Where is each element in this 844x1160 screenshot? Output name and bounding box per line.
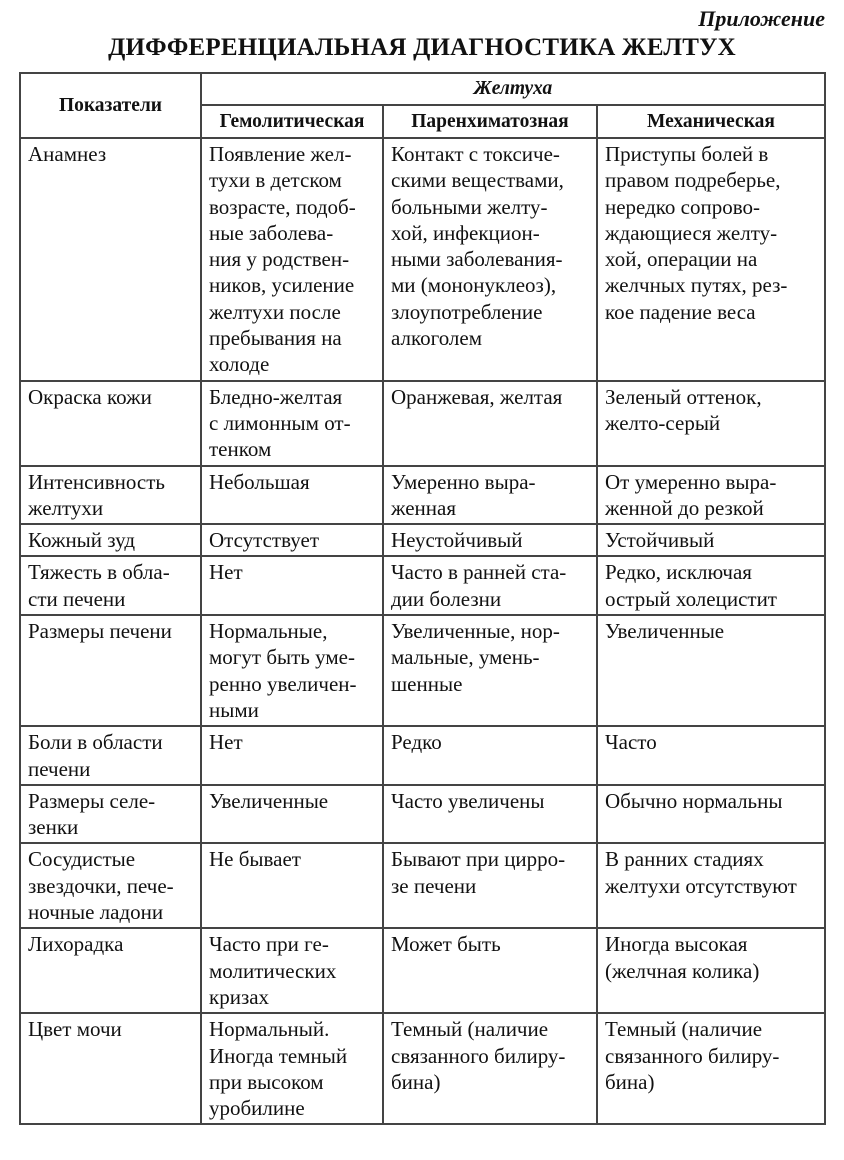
cell-text-line: Окраска кожи bbox=[28, 384, 152, 409]
cell-text-line: хой, инфекцион- bbox=[391, 220, 540, 245]
cell-text-line: кое падение веса bbox=[605, 299, 756, 324]
cell-text-line: могут быть уме- bbox=[209, 645, 355, 670]
cell-text-line: Увеличенные bbox=[209, 788, 329, 813]
cell-text-line: Размеры селе- bbox=[28, 788, 156, 813]
cell-text-line: Часто при ге- bbox=[209, 932, 329, 957]
cell-text-line: ния у родствен- bbox=[209, 247, 350, 272]
cell-mechanical bbox=[597, 726, 825, 785]
cell-parenchymal bbox=[383, 843, 597, 928]
cell-mechanical bbox=[597, 843, 825, 928]
page-title: ДИФФЕРЕНЦИАЛЬНАЯ ДИАГНОСТИКА ЖЕЛТУХ bbox=[108, 34, 736, 61]
cell-text-line: зе печени bbox=[391, 873, 477, 898]
column-header-hemolytic: Гемолитическая bbox=[201, 105, 383, 138]
cell-mechanical bbox=[597, 785, 825, 844]
cell-text-line: зенки bbox=[28, 815, 79, 840]
cell-text-line: ными заболевания- bbox=[391, 247, 563, 272]
table-row bbox=[20, 466, 825, 525]
cell-text-line: (желчная колика) bbox=[605, 958, 760, 983]
cell-text-line: Зеленый оттенок, bbox=[605, 384, 762, 409]
cell-text-line: Часто bbox=[605, 730, 657, 755]
cell-hemolytic bbox=[201, 843, 383, 928]
cell-text-line: хой, операции на bbox=[605, 247, 758, 272]
cell-text-line: мальные, умень- bbox=[391, 645, 540, 670]
cell-text-line: Контакт с токсиче- bbox=[391, 142, 560, 166]
cell-text-line: ждающиеся желту- bbox=[605, 220, 778, 245]
cell-text-line: Боли в области bbox=[28, 730, 163, 755]
cell-text-line: Редко bbox=[391, 730, 442, 755]
indicator-cell bbox=[20, 843, 201, 928]
cell-text-line: Бывают при цирро- bbox=[391, 847, 566, 872]
cell-text-line: ные заболева- bbox=[209, 220, 334, 245]
cell-text-line: пребывания на bbox=[209, 326, 342, 351]
cell-text-line: Устойчивый bbox=[605, 528, 715, 553]
cell-text-line: молитических bbox=[209, 958, 337, 983]
cell-parenchymal bbox=[383, 466, 597, 525]
cell-text-line: Появление жел- bbox=[209, 142, 352, 166]
cell-text-line: шенные bbox=[391, 671, 463, 696]
cell-text-line: Иногда высокая bbox=[605, 932, 748, 957]
cell-text-line: звездочки, пече- bbox=[28, 873, 174, 898]
table-row bbox=[20, 785, 825, 844]
indicator-cell bbox=[20, 615, 201, 726]
cell-mechanical bbox=[597, 138, 825, 381]
table-row bbox=[20, 615, 825, 726]
cell-text-line: Оранжевая, желтая bbox=[391, 384, 563, 409]
cell-text-line: Кожный зуд bbox=[28, 528, 135, 553]
cell-text-line: Интенсивность bbox=[28, 469, 165, 494]
cell-text-line: правом подреберье, bbox=[605, 168, 781, 193]
cell-mechanical bbox=[597, 615, 825, 726]
cell-text-line: Часто увеличены bbox=[391, 788, 545, 813]
cell-mechanical bbox=[597, 524, 825, 556]
cell-hemolytic bbox=[201, 556, 383, 615]
indicator-cell bbox=[20, 928, 201, 1013]
cell-mechanical bbox=[597, 466, 825, 525]
cell-text-line: нередко сопрово- bbox=[605, 194, 760, 219]
cell-parenchymal bbox=[383, 785, 597, 844]
cell-text-line: возрасте, подоб- bbox=[209, 194, 356, 219]
cell-text-line: с лимонным от- bbox=[209, 410, 351, 435]
cell-text-line: Тяжесть в обла- bbox=[28, 560, 170, 585]
cell-text-line: больными желту- bbox=[391, 194, 548, 219]
cell-parenchymal bbox=[383, 381, 597, 466]
cell-text-line: кризах bbox=[209, 984, 270, 1009]
cell-hemolytic bbox=[201, 928, 383, 1013]
cell-text-line: сти печени bbox=[28, 586, 126, 611]
cell-mechanical bbox=[597, 928, 825, 1013]
cell-hemolytic bbox=[201, 1013, 383, 1124]
cell-text-line: ми (мононуклеоз), bbox=[391, 273, 557, 298]
cell-text-line: Обычно нормальны bbox=[605, 788, 783, 813]
cell-text-line: От умеренно выра- bbox=[605, 469, 777, 494]
cell-hemolytic bbox=[201, 138, 383, 381]
cell-text-line: Небольшая bbox=[209, 469, 310, 494]
cell-text-line: Редко, исключая bbox=[605, 560, 752, 585]
cell-text-line: Бледно-желтая bbox=[209, 384, 343, 409]
cell-text-line: Увеличенные bbox=[605, 619, 725, 644]
cell-text-line: бина) bbox=[605, 1069, 655, 1094]
cell-hemolytic bbox=[201, 785, 383, 844]
table-row bbox=[20, 928, 825, 1013]
cell-text-line: скими веществами, bbox=[391, 168, 564, 193]
cell-hemolytic bbox=[201, 524, 383, 556]
cell-text-line: Увеличенные, нор- bbox=[391, 619, 560, 644]
table-row bbox=[20, 524, 825, 556]
cell-text-line: тухи в детском bbox=[209, 168, 342, 193]
cell-text-line: Нормальный. bbox=[209, 1017, 330, 1042]
cell-mechanical bbox=[597, 1013, 825, 1124]
cell-text-line: Неустойчивый bbox=[391, 528, 523, 553]
table-row bbox=[20, 138, 825, 381]
cell-text-line: Приступы болей в bbox=[605, 142, 769, 166]
cell-text-line: дии болезни bbox=[391, 586, 502, 611]
cell-parenchymal bbox=[383, 524, 597, 556]
indicator-cell bbox=[20, 1013, 201, 1124]
cell-text-line: желтухи bbox=[28, 495, 104, 520]
cell-text-line: желтухи после bbox=[209, 299, 341, 324]
cell-text-line: бина) bbox=[391, 1069, 441, 1094]
cell-text-line: Нет bbox=[209, 560, 243, 585]
cell-text-line: Темный (наличие bbox=[391, 1017, 549, 1042]
cell-text-line: холоде bbox=[209, 352, 270, 377]
cell-hemolytic bbox=[201, 466, 383, 525]
column-header-parenchymal: Паренхиматозная bbox=[383, 105, 597, 138]
cell-text-line: Может быть bbox=[391, 932, 501, 957]
cell-text-line: злоупотребление bbox=[391, 299, 543, 324]
table-row bbox=[20, 1013, 825, 1124]
cell-hemolytic bbox=[201, 381, 383, 466]
cell-text-line: Часто в ранней ста- bbox=[391, 560, 567, 585]
cell-text-line: желчных путях, рез- bbox=[605, 273, 788, 298]
cell-text-line: ников, усиление bbox=[209, 273, 355, 298]
cell-text-line: Отсутствует bbox=[209, 528, 319, 553]
jaundice-diagnosis-table bbox=[19, 72, 826, 1125]
cell-text-line: женной до резкой bbox=[605, 495, 764, 520]
cell-text-line: печени bbox=[28, 756, 91, 781]
cell-text-line: Размеры печени bbox=[28, 619, 172, 644]
cell-text-line: В ранних стадиях bbox=[605, 847, 764, 872]
cell-text-line: Цвет мочи bbox=[28, 1017, 122, 1042]
cell-text-line: желтухи отсутствуют bbox=[605, 873, 797, 898]
cell-text-line: Сосудистые bbox=[28, 847, 136, 872]
cell-parenchymal bbox=[383, 138, 597, 381]
table-row bbox=[20, 381, 825, 466]
cell-text-line: алкоголем bbox=[391, 326, 483, 351]
cell-text-line: связанного билиру- bbox=[391, 1043, 566, 1068]
indicator-cell bbox=[20, 556, 201, 615]
cell-text-line: острый холецистит bbox=[605, 586, 777, 611]
table-row bbox=[20, 556, 825, 615]
cell-mechanical bbox=[597, 381, 825, 466]
cell-text-line: Нормальные, bbox=[209, 619, 328, 644]
table-row bbox=[20, 843, 825, 928]
appendix-label: Приложение bbox=[698, 6, 825, 31]
cell-text-line: ными bbox=[209, 697, 259, 722]
indicator-cell bbox=[20, 785, 201, 844]
cell-parenchymal bbox=[383, 726, 597, 785]
indicator-cell bbox=[20, 138, 201, 381]
cell-parenchymal bbox=[383, 556, 597, 615]
cell-parenchymal bbox=[383, 615, 597, 726]
cell-text-line: Лихорадка bbox=[28, 932, 124, 957]
indicator-cell bbox=[20, 524, 201, 556]
table-row bbox=[20, 726, 825, 785]
indicator-cell bbox=[20, 726, 201, 785]
cell-hemolytic bbox=[201, 615, 383, 726]
cell-text-line: Анамнез bbox=[28, 142, 107, 166]
cell-text-line: тенком bbox=[209, 437, 272, 462]
cell-text-line: Не бывает bbox=[209, 847, 301, 872]
cell-hemolytic bbox=[201, 726, 383, 785]
cell-text-line: женная bbox=[391, 495, 457, 520]
cell-text-line: желто-серый bbox=[605, 410, 721, 435]
indicator-cell bbox=[20, 381, 201, 466]
cell-mechanical bbox=[597, 556, 825, 615]
cell-text-line: уробилине bbox=[209, 1096, 305, 1121]
column-header-mechanical: Механическая bbox=[597, 105, 825, 138]
indicator-cell bbox=[20, 466, 201, 525]
cell-text-line: Темный (наличие bbox=[605, 1017, 763, 1042]
cell-text-line: при высоком bbox=[209, 1069, 324, 1094]
indicator-column-header: Показатели bbox=[20, 73, 201, 138]
cell-text-line: связанного билиру- bbox=[605, 1043, 780, 1068]
cell-text-line: ренно увеличен- bbox=[209, 671, 357, 696]
cell-text-line: Иногда темный bbox=[209, 1043, 348, 1068]
cell-text-line: Нет bbox=[209, 730, 243, 755]
cell-text-line: ночные ладони bbox=[28, 900, 164, 925]
jaundice-group-header: Желтуха bbox=[201, 73, 825, 105]
cell-text-line: Умеренно выра- bbox=[391, 469, 536, 494]
cell-parenchymal bbox=[383, 1013, 597, 1124]
cell-parenchymal bbox=[383, 928, 597, 1013]
